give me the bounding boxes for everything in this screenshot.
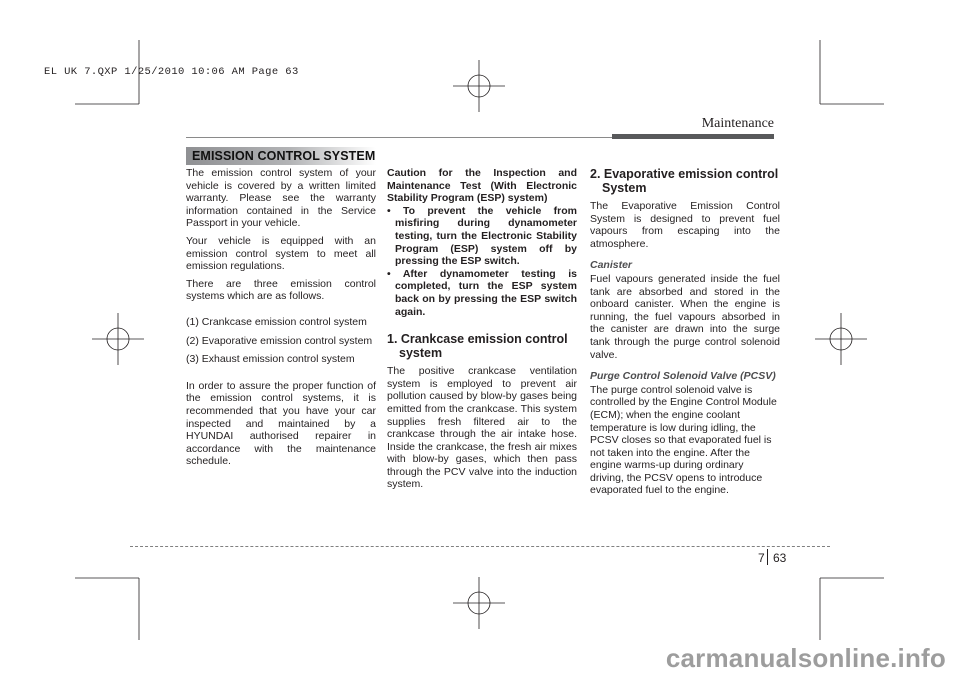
- section-heading: 2. Evaporative emission control System: [590, 167, 779, 195]
- chapter-number: 7: [758, 551, 765, 565]
- registration-target-right: [815, 313, 867, 365]
- bullet-item: • To prevent the vehicle from misfiring during dynamometer testing, turn the Electronic Stability Program (ESP) system off by pressing the ESP switch.: [387, 204, 577, 268]
- subheading: Canister: [590, 259, 633, 272]
- paragraph: There are three emission control systems which are as follows.: [186, 277, 376, 303]
- bullet-item: • After dynamometer testing is completed, turn the ESP system back on by pressing the ESP switch again.: [387, 267, 577, 318]
- page-number: 63: [773, 551, 787, 565]
- print-slug: EL UK 7.QXP 1/25/2010 10:06 AM Page 63: [44, 66, 299, 78]
- header-rule-thin: [186, 137, 612, 138]
- list-item: (1) Crankcase emission control system: [186, 315, 367, 328]
- registration-target-top: [453, 60, 505, 112]
- list-item: (2) Evaporative emission control system: [186, 334, 373, 347]
- running-header-section: Maintenance: [701, 116, 774, 131]
- watermark: carmanualsonline.info: [665, 643, 946, 673]
- paragraph: The positive crankcase ventilation system is employed to prevent air pollution caused by blow-by gases being emitted from the crankcase. This system supplies fresh filtered air to the crankcase through the air intake hose. Inside the crankcase, the fresh air mixes with blow-by gases, which then pass through the PCV valve into the induction system.: [387, 365, 577, 491]
- column-1: [186, 167, 376, 473]
- list-item: (3) Exhaust emission control system: [186, 353, 355, 366]
- column-3: [590, 167, 780, 502]
- paragraph: The purge control solenoid valve is controlled by the Engine Control Module (ECM); when the engine coolant temperature is low during idling, the PCSV closes so that evaporated fuel is not taken into the engine. After the engine warms-up during ordinary driving, the PCSV opens to introduce evaporated fuel to the engine.: [590, 383, 777, 497]
- column-2: [387, 167, 577, 496]
- paragraph: The emission control system of your vehicle is covered by a written limited warranty. Please see the warranty information contained in the Service Passport in your vehicle.: [186, 167, 376, 230]
- registration-target-bottom: [453, 577, 505, 629]
- footer-rule: [130, 546, 830, 547]
- subheading: Purge Control Solenoid Valve (PCSV): [590, 370, 776, 383]
- paragraph: Fuel vapours generated inside the fuel tank are absorbed and stored in the onboard canister. When the engine is running, the fuel vapours absorbed in the canister are drawn into the surge tank through the purge control solenoid valve.: [590, 272, 780, 361]
- section-title: EMISSION CONTROL SYSTEM: [186, 147, 376, 165]
- caution-title: Caution for the Inspection and Maintenance Test (With Electronic Stability Program (ESP) system): [387, 167, 577, 205]
- section-heading: 1. Crankcase emission control system: [387, 332, 568, 361]
- registration-target-left: [92, 313, 144, 365]
- paragraph: Your vehicle is equipped with an emission control system to meet all emission regulations.: [186, 234, 376, 273]
- paragraph: The Evaporative Emission Control System is designed to prevent fuel vapours from escaping into the atmosphere.: [590, 200, 780, 250]
- header-rule-thick: [612, 134, 774, 139]
- paragraph: In order to assure the proper function of the emission control systems, it is recommended that you have your car inspected and maintained by a HYUNDAI authorised repairer in accordance with the maintenance schedule.: [186, 379, 376, 468]
- page-number-divider: [767, 549, 768, 565]
